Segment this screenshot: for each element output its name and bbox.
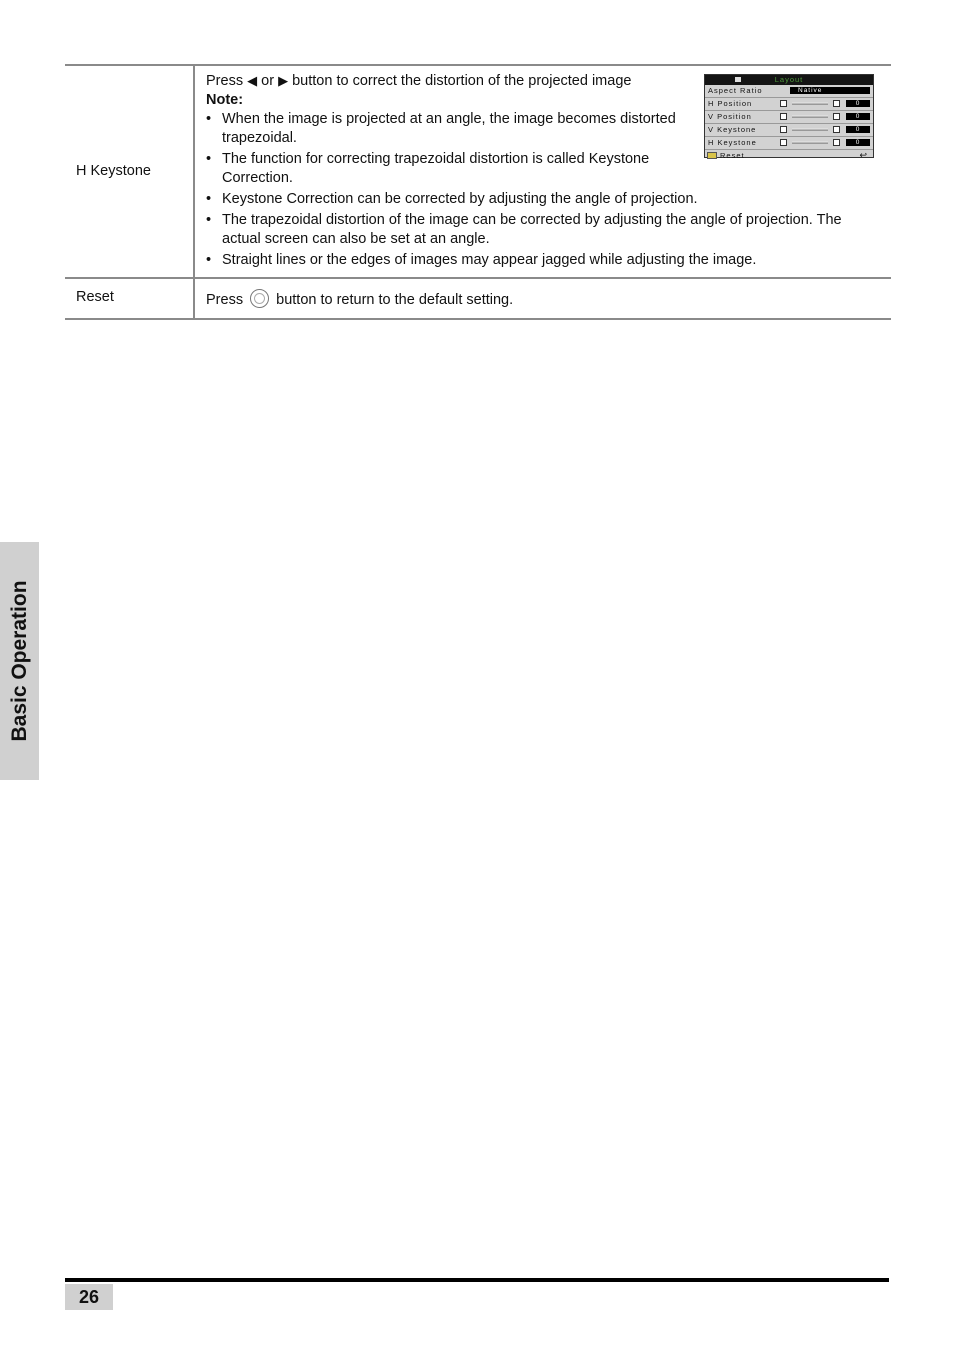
enter-button-icon	[250, 289, 269, 308]
note-list	[206, 110, 879, 270]
list-item: • Straight lines or the edges of images may appear jagged while adjusting the image.	[206, 251, 879, 270]
enter-return-icon: ↩	[859, 150, 868, 160]
osd-row-value: 0	[846, 139, 870, 146]
side-tab-label: Basic Operation	[7, 580, 31, 742]
row-description	[194, 278, 891, 319]
osd-row-aspect-ratio	[705, 85, 873, 98]
intro-or: or	[261, 73, 275, 89]
reset-text: button to return to the default setting.	[276, 292, 514, 308]
list-item: • Keystone Correction can be corrected by adjusting the angle of projection.	[206, 190, 879, 209]
osd-row-value: 0	[846, 113, 870, 120]
reset-press: Press	[206, 292, 244, 308]
osd-row-label: Reset	[720, 151, 745, 160]
list-item: • The trapezoidal distortion of the image can be corrected by adjusting the angle of projection. The actual screen can also be set at an angle.	[206, 211, 879, 249]
osd-menu-icon	[735, 77, 741, 82]
intro-text: button to correct the distortion of the projected image	[292, 73, 632, 89]
table-row-reset	[65, 278, 891, 319]
osd-row-label: Aspect Ratio	[708, 86, 763, 95]
intro-press: Press	[206, 73, 244, 89]
osd-row-label: V Keystone	[708, 125, 757, 134]
row-label: H Keystone	[65, 65, 194, 278]
row-description	[194, 65, 891, 278]
list-item: • The function for correcting trapezoidal distortion is called Keystone Correction.	[206, 150, 879, 188]
osd-slider	[780, 100, 840, 107]
side-tab	[0, 542, 39, 780]
osd-row-label: H Keystone	[708, 138, 757, 147]
osd-title: Layout	[774, 75, 804, 84]
list-item: • When the image is projected at an angle, the image becomes distorted trapezoidal.	[206, 110, 879, 148]
osd-row-value: Native	[790, 87, 870, 94]
settings-table	[65, 64, 891, 320]
page-number: 26	[65, 1284, 113, 1310]
footer-rule	[65, 1278, 889, 1282]
note-title: Note:	[206, 92, 244, 108]
osd-row-value: 0	[846, 100, 870, 107]
left-triangle-icon: ◀	[247, 73, 258, 88]
osd-row-value: 0	[846, 126, 870, 133]
osd-row-label: V Position	[708, 112, 752, 121]
right-triangle-icon: ▶	[278, 73, 289, 88]
osd-row-label: H Position	[708, 99, 753, 108]
osd-title-bar	[705, 75, 873, 85]
row-label: Reset	[65, 278, 194, 319]
table-row-h-keystone	[65, 65, 891, 278]
